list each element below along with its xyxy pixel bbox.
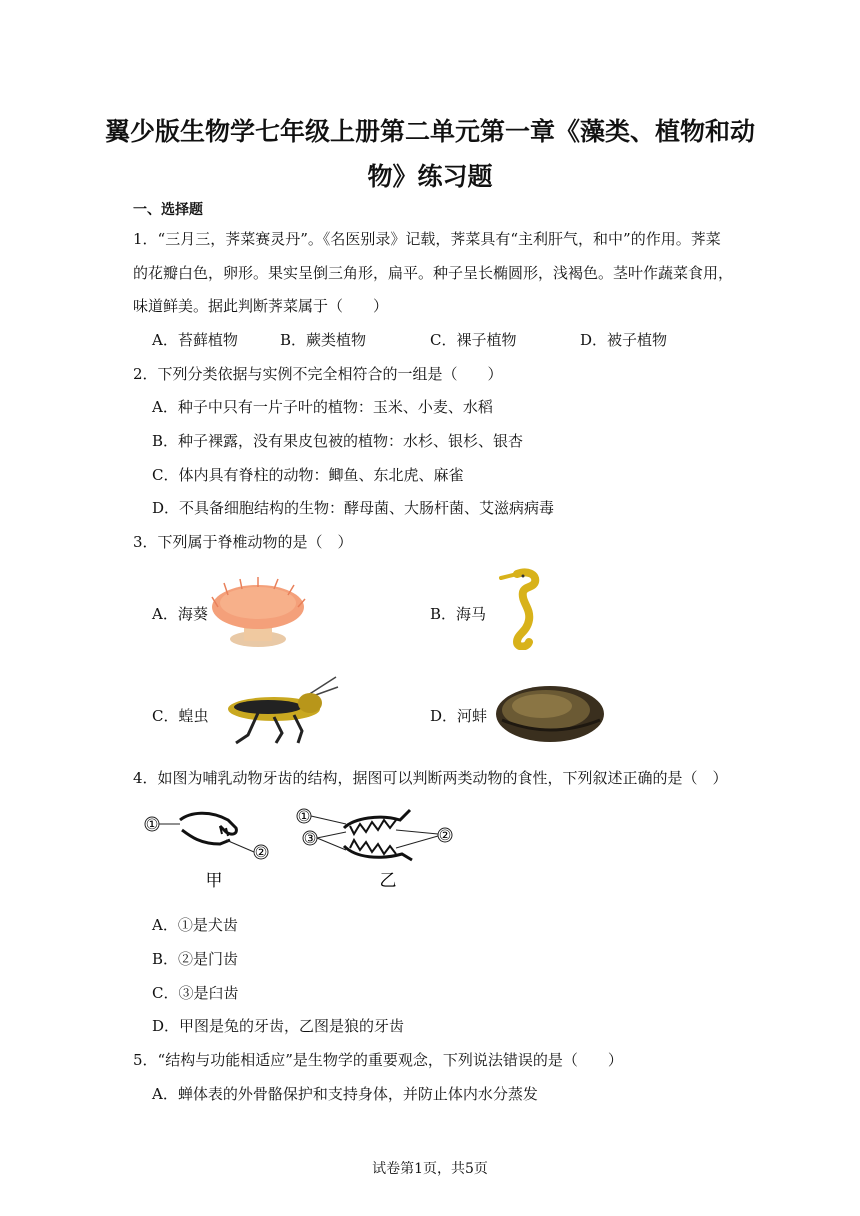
q3-option-d: D．河蚌 — [430, 707, 488, 725]
grasshopper-image — [218, 673, 340, 747]
fig-label-b: 乙 — [379, 871, 397, 891]
q2-option-d: D．不具备细胞结构的生物：酵母菌、大肠杆菌、艾滋病病毒 — [152, 499, 555, 517]
q1-line-2: 的花瓣白色，卵形。果实呈倒三角形，扁平。种子呈长椭圆形，浅褐色。茎叶作蔬菜食用， — [133, 264, 734, 282]
q1-line-1: 1．“三月三，荠菜赛灵丹”。《名医别录》记载，荠菜具有“主利肝气，和中”的作用。荠菜 — [133, 230, 721, 248]
section-heading: 一、选择题 — [133, 202, 203, 218]
q2-stem: 2．下列分类依据与实例不完全相符合的一组是（ ） — [133, 365, 503, 383]
q1-line-3: 味道鲜美。据此判断荠菜属于（ ） — [133, 297, 389, 315]
q3-stem: 3．下列属于脊椎动物的是（ ） — [133, 533, 353, 551]
q4-option-d: D．甲图是兔的牙齿，乙图是狼的牙齿 — [152, 1017, 405, 1035]
q3-option-a: A．海葵 — [152, 605, 208, 623]
seahorse-image — [487, 568, 557, 650]
q5-stem: 5．“结构与功能相适应”是生物学的重要观念，下列说法错误的是（ ） — [133, 1051, 623, 1069]
sea-anemone-image — [208, 577, 308, 649]
title-line-2: 物》练习题 — [367, 162, 493, 191]
q2-option-c: C．体内具有脊柱的动物：鲫鱼、东北虎、麻雀 — [152, 466, 464, 484]
q4-stem: 4．如图为哺乳动物牙齿的结构，据图可以判断两类动物的食性，下列叙述正确的是（ ） — [133, 769, 728, 787]
mussel-image — [494, 676, 606, 746]
fig-marker-3-b: ③ — [303, 831, 317, 847]
fig-marker-2-b: ② — [438, 828, 452, 844]
q4-option-c: C．③是臼齿 — [152, 984, 239, 1002]
q1-option-c: C．裸子植物 — [430, 331, 517, 349]
fig-marker-2-a: ② — [254, 845, 268, 861]
q1-option-b: B．蕨类植物 — [280, 331, 367, 349]
title-line-1: 翼少版生物学七年级上册第二单元第一章《藻类、植物和动 — [104, 117, 755, 146]
q2-option-b: B．种子裸露，没有果皮包被的植物：水杉、银杉、银杏 — [152, 432, 524, 450]
fig-marker-1-b: ① — [297, 809, 311, 825]
q1-option-a: A．苔藓植物 — [152, 331, 238, 349]
q3-option-b: B．海马 — [430, 605, 487, 623]
q2-option-a: A．种子中只有一片子叶的植物：玉米、小麦、水稻 — [152, 398, 493, 416]
fig-marker-1-a: ① — [145, 817, 159, 833]
q3-option-c: C．蝗虫 — [152, 707, 209, 725]
page-footer: 试卷第1页，共5页 — [372, 1161, 488, 1177]
fig-label-a: 甲 — [205, 871, 223, 891]
q4-option-b: B．②是门齿 — [152, 950, 239, 968]
teeth-diagram — [140, 800, 460, 892]
q4-option-a: A．①是犬齿 — [152, 916, 238, 934]
q5-option-a: A．蝉体表的外骨骼保护和支持身体，并防止体内水分蒸发 — [152, 1085, 538, 1103]
q1-option-d: D．被子植物 — [580, 331, 668, 349]
